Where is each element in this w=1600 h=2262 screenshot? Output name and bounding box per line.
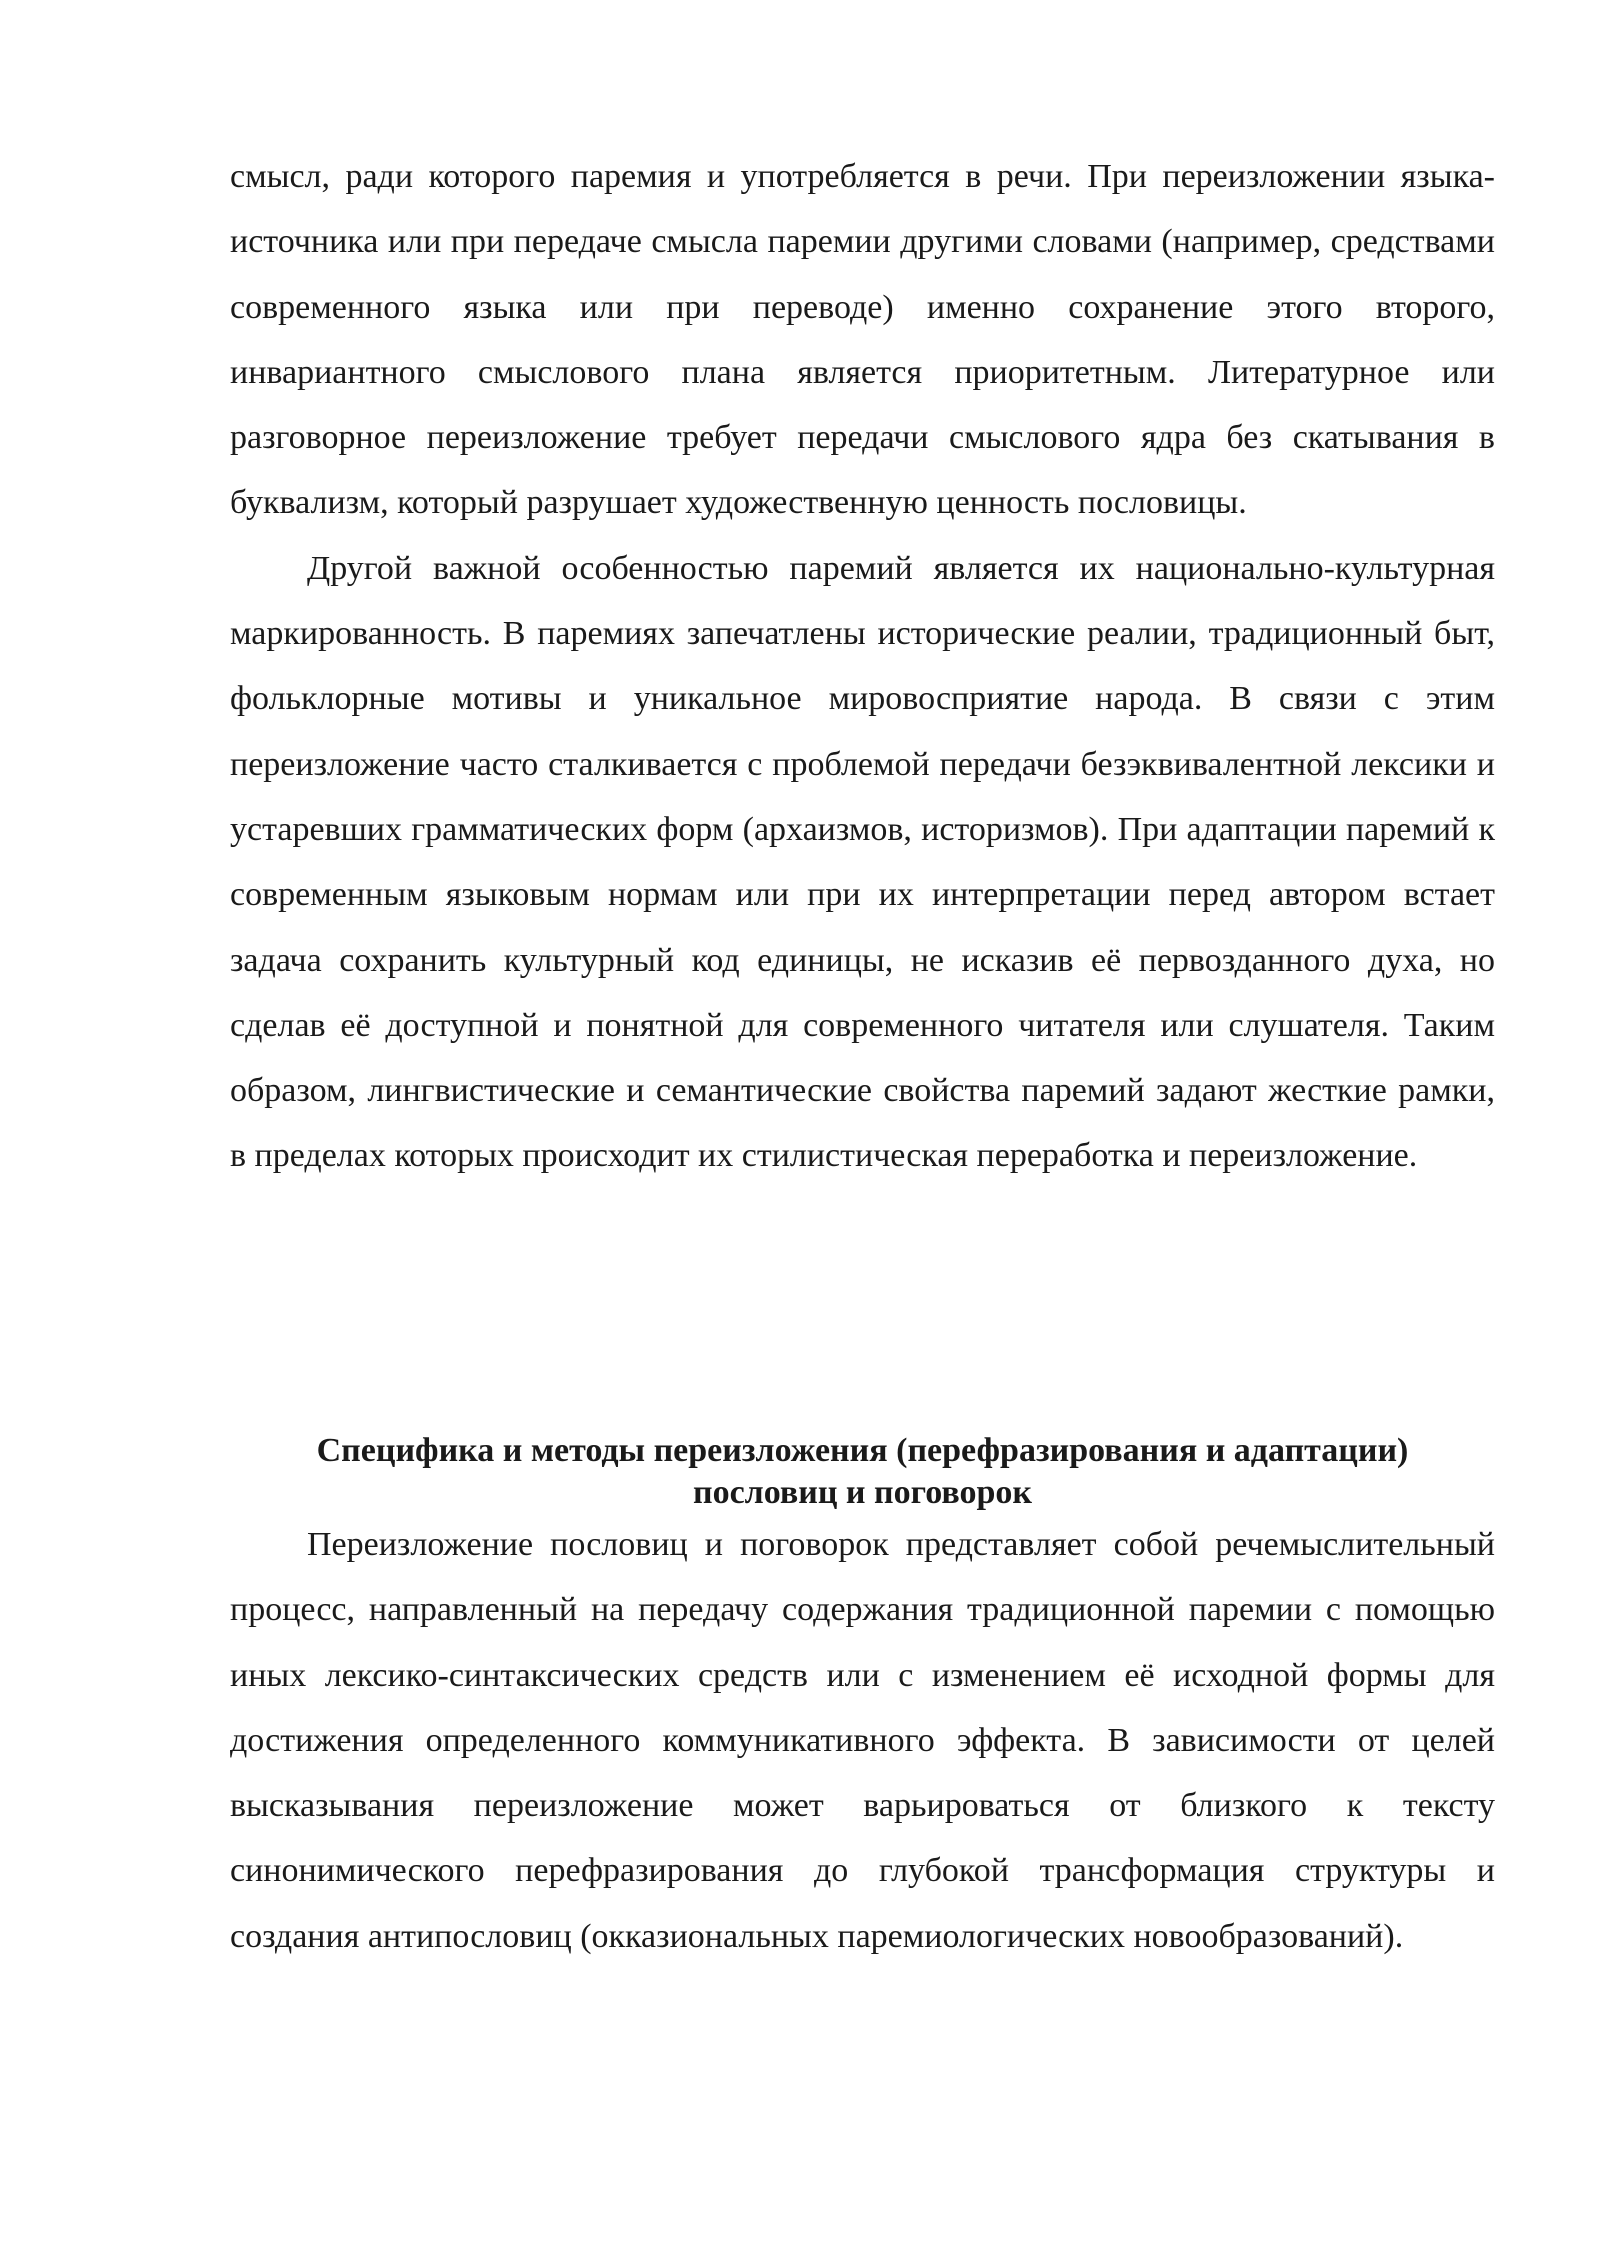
- section-heading-line-1: Специфика и методы переизложения (перефразирования и адаптации): [316, 1432, 1409, 1469]
- text-block-lower: [230, 1512, 1495, 1969]
- text-block-upper: [230, 144, 1495, 1189]
- paragraph-rephrasing-definition: Переизложение пословиц и поговорок представляет собой речемыслительный процесс, направленный на передачу содержания традиционной паремии с помощью иных лексико-синтаксических средств или с изменением её исходной формы для достижения определенного коммуникативного эффекта. В зависимости от целей высказывания переизложение может варьироваться от близкого к тексту синонимического перефразирования до глубокой трансформация структуры и создания антипословиц (окказиональных паремиологических новообразований).: [230, 1526, 1495, 1955]
- paragraph-national-cultural-marking: Другой важной особенностью паремий является их национально-культурная маркированность. В паремиях запечатлены исторические реалии, традиционный быт, фольклорные мотивы и уникальное мировосприятие народа. В связи с этим переизложение часто сталкивается с проблемой передачи безэквивалентной лексики и устаревших грамматических форм (архаизмов, историзмов). При адаптации паремий к современным языковым нормам или при их интерпретации перед автором встает задача сохранить культурный код единицы, не исказив её первозданного духа, но сделав её доступной и понятной для современного читателя или слушателя. Таким образом, лингвистические и семантические свойства паремий задают жесткие рамки, в пределах которых происходит их стилистическая переработка и переизложение.: [230, 549, 1495, 1175]
- section-heading: [230, 1430, 1495, 1514]
- continuation-paragraph: смысл, ради которого паремия и употребляется в речи. При переизложении языка-источника или при передаче смысла паремии другими словами (например, средствами современного языка или при переводе) именно сохранение этого второго, инвариантного смыслового плана является приоритетным. Литературное или разговорное переизложение требует передачи смыслового ядра без скатывания в буквализм, который разрушает художественную ценность пословицы.: [230, 158, 1495, 522]
- section-heading-line-2: пословиц и поговорок: [692, 1474, 1032, 1511]
